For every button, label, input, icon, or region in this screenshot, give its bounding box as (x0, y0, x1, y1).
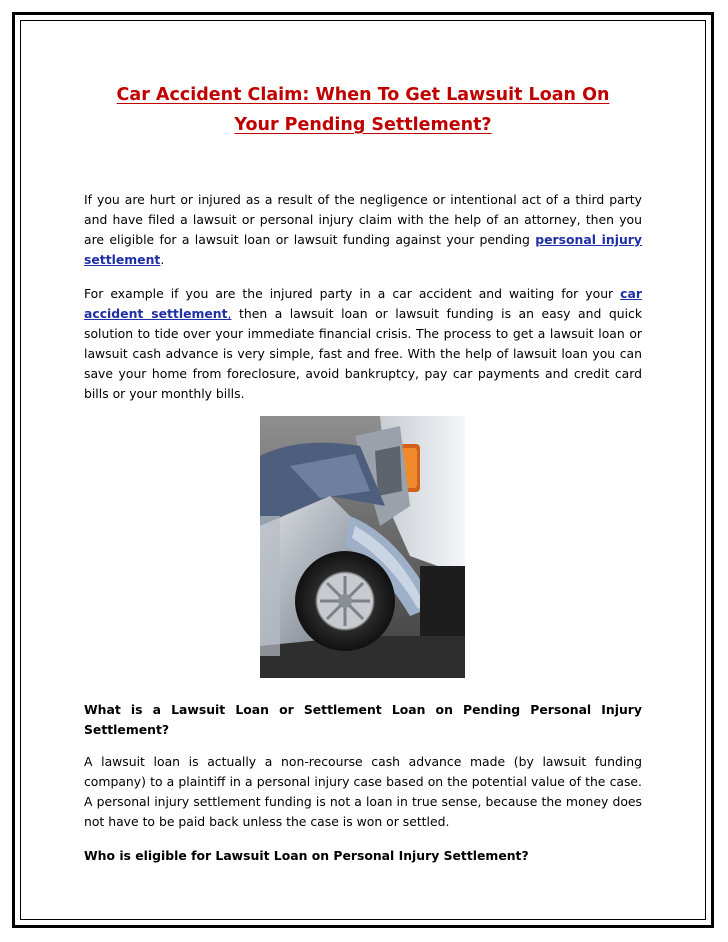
paragraph-intro-text: If you are hurt or injured as a result of the negligence or intentional act of a third party and have filed a lawsuit or personal injury claim with the help of an attorney, then you are eligible for a lawsuit loan or lawsuit funding against your pending (84, 192, 642, 247)
article-title (84, 80, 642, 140)
paragraph-intro (84, 190, 642, 270)
paragraph-definition: A lawsuit loan is actually a non-recourse cash advance made (by lawsuit funding company) to a plaintiff in a personal injury case based on the potential value of the case. A personal injury settlement funding is not a loan in true sense, because the money does not have to be paid back unless the case is won or settled. (84, 754, 642, 829)
paragraph-example-rest: then a lawsuit loan or lawsuit funding is an easy and quick solution to tide over your immediate financial crisis. The process to get a lawsuit loan or lawsuit cash advance is very simple, fast and free. With the help of lawsuit loan you can save your home from foreclosure, avoid bankruptcy, pay car payments and credit card bills or your monthly bills. (84, 306, 642, 401)
image-container (84, 416, 642, 678)
personal-injury-settlement-link[interactable]: personal injury settlement (84, 232, 642, 267)
title-line-1: Car Accident Claim: When To Get Lawsuit Loan On (116, 85, 610, 105)
car-accident-settlement-link[interactable]: car accident settlement (84, 286, 642, 321)
paragraph-example (84, 284, 642, 404)
title-line-2: Your Pending Settlement? (234, 115, 492, 135)
heading-what-is: What is a Lawsuit Loan or Settlement Loan on Pending Personal Injury Settlement? (84, 702, 642, 737)
paragraph-example-start: For example if you are the injured party in a car accident and waiting for your (84, 286, 621, 301)
document-page (84, 80, 642, 878)
paragraph-intro-end: . (160, 252, 165, 267)
link-comma[interactable]: , (227, 306, 232, 321)
car-crash-photo (260, 416, 465, 678)
heading-who-is-eligible: Who is eligible for Lawsuit Loan on Personal Injury Settlement? (84, 848, 529, 863)
